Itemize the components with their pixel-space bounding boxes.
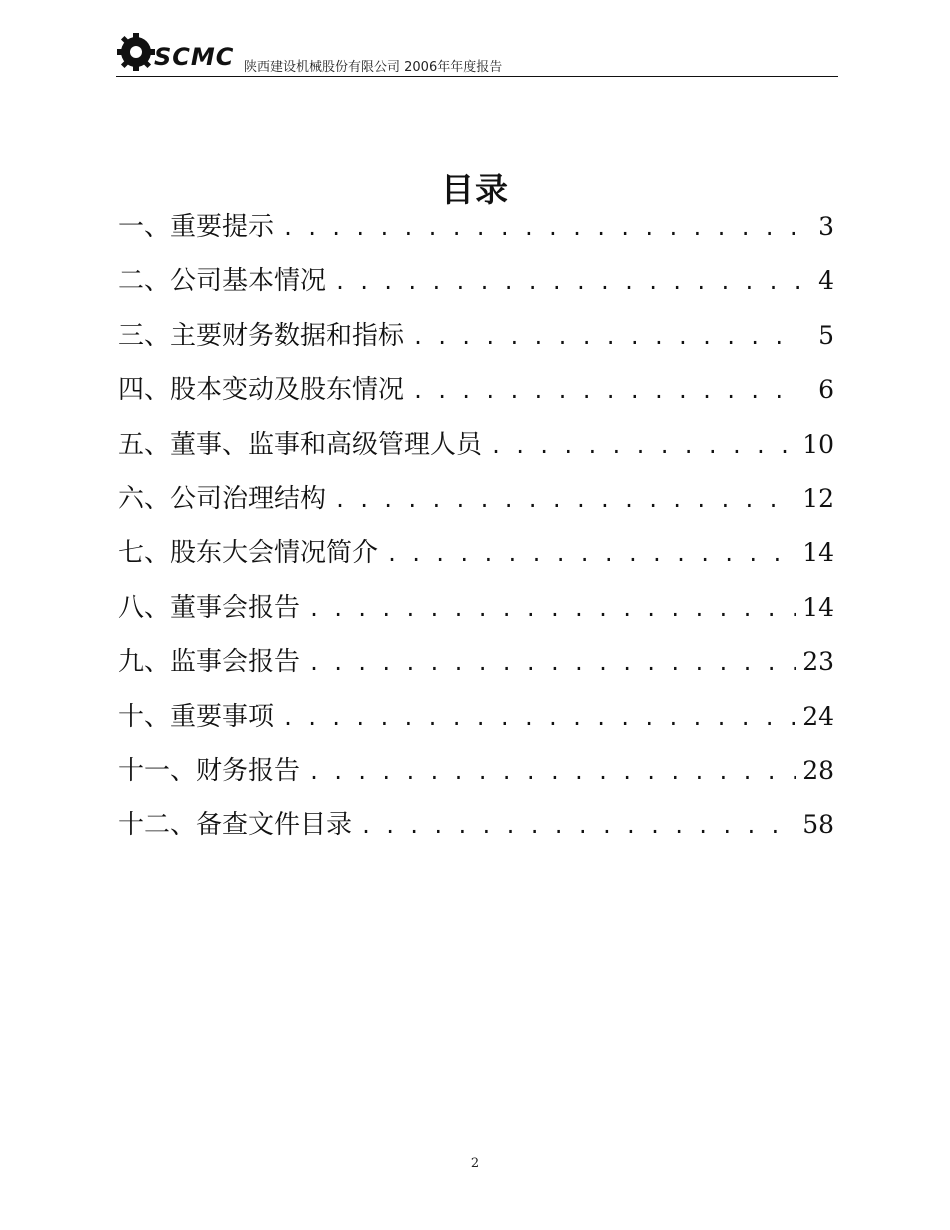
toc-leader-dots	[334, 478, 796, 522]
toc-entry[interactable]	[118, 423, 834, 477]
toc-entry[interactable]	[118, 477, 834, 531]
toc-entry-page-number: 58	[802, 810, 834, 840]
svg-text:SCMC: SCMC	[154, 43, 235, 71]
toc-leader-dots	[308, 641, 796, 685]
toc-entry-label: 十一、财务报告	[118, 755, 301, 786]
report-header-title: 陕西建设机械股份有限公司 2006年年度报告	[244, 60, 503, 75]
toc-entry-label: 七、股东大会情况简介	[118, 538, 379, 569]
toc-entry-label: 八、董事会报告	[118, 592, 301, 623]
toc-entry-page-number: 6	[818, 375, 834, 405]
toc-entry[interactable]	[118, 314, 834, 368]
toc-entry[interactable]	[118, 695, 834, 749]
toc-entry-label: 四、股本变动及股东情况	[118, 375, 405, 406]
toc-entry-page-number: 3	[818, 212, 834, 241]
toc-entry-label: 五、董事、监事和高级管理人员	[118, 429, 483, 460]
toc-leader-dots	[360, 804, 796, 848]
toc-entry[interactable]	[118, 368, 834, 422]
toc-entry[interactable]	[118, 640, 834, 694]
toc-leader-dots	[412, 315, 802, 359]
page-number: 2	[470, 1156, 480, 1171]
toc-leader-dots	[282, 206, 802, 250]
toc-entry-label: 十、重要事项	[118, 701, 275, 732]
table-of-contents	[118, 205, 834, 858]
toc-entry-page-number: 4	[818, 266, 834, 296]
toc-entry-label: 九、监事会报告	[118, 647, 301, 678]
toc-entry[interactable]	[118, 749, 834, 803]
page-header	[116, 30, 838, 77]
toc-entry-label: 二、公司基本情况	[118, 266, 327, 297]
toc-entry[interactable]	[118, 531, 834, 585]
toc-entry-page-number: 28	[802, 755, 834, 785]
toc-entry-label: 三、主要财务数据和指标	[118, 320, 405, 351]
toc-entry[interactable]	[118, 803, 834, 857]
toc-entry-page-number: 23	[802, 647, 834, 677]
toc-leader-dots	[490, 424, 796, 468]
toc-leader-dots	[282, 696, 796, 740]
toc-leader-dots	[334, 260, 802, 304]
toc-entry-page-number: 12	[802, 483, 834, 513]
page-title: 目录	[441, 170, 509, 209]
toc-entry-page-number: 5	[818, 320, 834, 350]
scmc-logo	[116, 30, 246, 74]
toc-leader-dots	[412, 369, 802, 413]
toc-entry-page-number: 24	[802, 701, 834, 731]
toc-entry-page-number: 14	[802, 592, 834, 622]
toc-entry-label: 十二、备查文件目录	[118, 810, 353, 841]
toc-leader-dots	[308, 587, 796, 631]
toc-entry[interactable]	[118, 586, 834, 640]
toc-entry[interactable]	[118, 205, 834, 259]
toc-leader-dots	[386, 532, 796, 576]
toc-entry-page-number: 10	[802, 429, 834, 459]
toc-entry-page-number: 14	[802, 538, 834, 568]
toc-entry-label: 六、公司治理结构	[118, 483, 327, 514]
toc-entry-label: 一、重要提示	[118, 212, 275, 242]
toc-entry[interactable]	[118, 259, 834, 313]
toc-leader-dots	[308, 750, 796, 794]
